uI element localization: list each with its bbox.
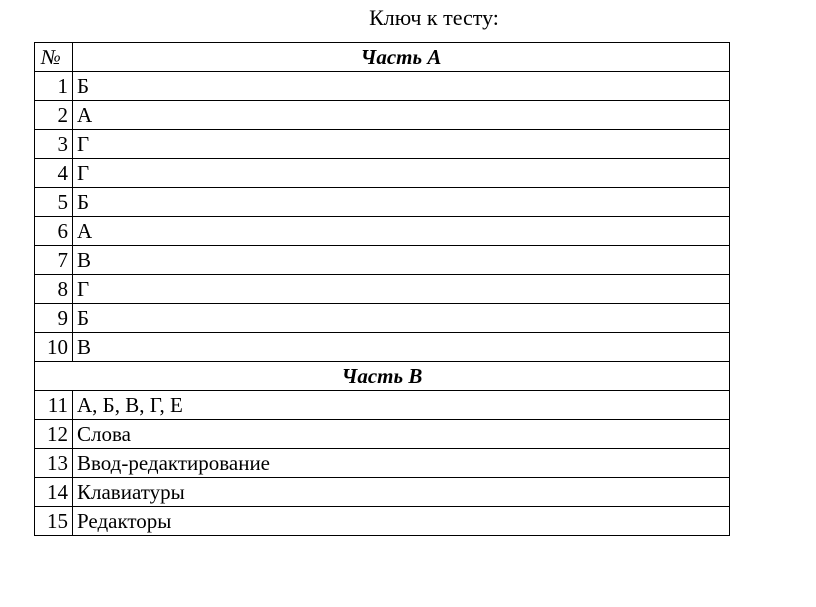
number-column-header: №	[35, 43, 73, 72]
part-a-header: Часть А	[73, 43, 730, 72]
question-number: 11	[35, 391, 73, 420]
table-row	[35, 246, 730, 275]
question-number: 9	[35, 304, 73, 333]
table-header-row	[35, 43, 730, 72]
question-number: 13	[35, 449, 73, 478]
question-number: 2	[35, 101, 73, 130]
question-number: 15	[35, 507, 73, 536]
table-row	[35, 275, 730, 304]
answer-cell: Ввод-редактирование	[73, 449, 730, 478]
question-number: 14	[35, 478, 73, 507]
part-b-header: Часть В	[35, 362, 730, 391]
table-row	[35, 507, 730, 536]
table-row	[35, 159, 730, 188]
answer-cell: Г	[73, 130, 730, 159]
question-number: 5	[35, 188, 73, 217]
answer-cell: Слова	[73, 420, 730, 449]
table-row	[35, 72, 730, 101]
answer-cell: Г	[73, 275, 730, 304]
question-number: 7	[35, 246, 73, 275]
table-row	[35, 217, 730, 246]
answer-key-table	[34, 42, 730, 536]
answer-cell: Клавиатуры	[73, 478, 730, 507]
table-row	[35, 333, 730, 362]
answer-cell: Г	[73, 159, 730, 188]
table-row	[35, 420, 730, 449]
part-b-header-row	[35, 362, 730, 391]
question-number: 1	[35, 72, 73, 101]
answer-cell: Б	[73, 188, 730, 217]
answer-cell: А	[73, 217, 730, 246]
table-row	[35, 449, 730, 478]
question-number: 4	[35, 159, 73, 188]
answer-cell: Б	[73, 304, 730, 333]
table-row	[35, 101, 730, 130]
answer-cell: Редакторы	[73, 507, 730, 536]
answer-cell: Б	[73, 72, 730, 101]
question-number: 12	[35, 420, 73, 449]
question-number: 10	[35, 333, 73, 362]
question-number: 6	[35, 217, 73, 246]
table-row	[35, 130, 730, 159]
table-row	[35, 304, 730, 333]
table-row	[35, 391, 730, 420]
page-title: Ключ к тесту:	[369, 5, 499, 30]
answer-cell: В	[73, 333, 730, 362]
table-row	[35, 188, 730, 217]
question-number: 3	[35, 130, 73, 159]
question-number: 8	[35, 275, 73, 304]
table-row	[35, 478, 730, 507]
answer-cell: А	[73, 101, 730, 130]
answer-cell: А, Б, В, Г, Е	[73, 391, 730, 420]
answer-cell: В	[73, 246, 730, 275]
